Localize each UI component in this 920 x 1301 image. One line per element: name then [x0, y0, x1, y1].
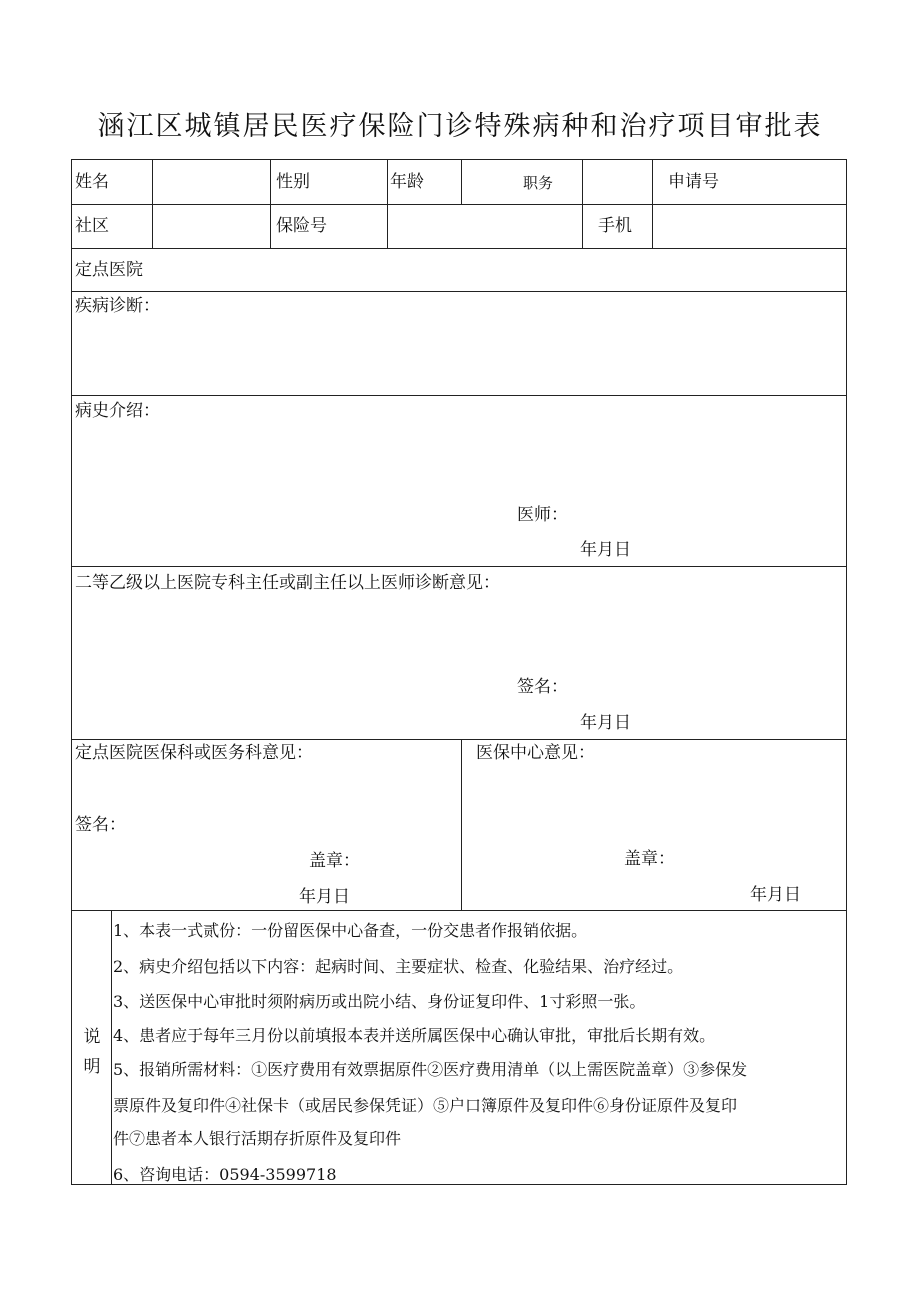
form-title: 涵江区城镇居民医疗保险门诊特殊病种和治疗项目审批表	[97, 111, 823, 142]
note-item: 件⑦患者本人银行活期存折原件及复印件	[113, 1129, 402, 1148]
row-divider	[71, 910, 847, 911]
center-stamp-label: 盖章：	[624, 849, 675, 869]
diagnosis-label: 疾病诊断：	[75, 296, 160, 316]
expert-sign-label: 签名：	[517, 677, 568, 697]
row-divider	[71, 566, 847, 567]
col-divider	[461, 739, 462, 910]
age-label: 年龄	[390, 172, 424, 192]
apply-no-label: 申请号	[668, 172, 719, 192]
phone-label: 手机	[598, 216, 632, 236]
note-item: 6、咨询电话：0594-3599718	[113, 1165, 337, 1184]
note-item: 票原件及复印件④社保卡（或居民参保凭证）⑤户口簿原件及复印件⑥身份证原件及复印	[113, 1096, 738, 1115]
col-divider	[387, 159, 388, 248]
row-divider	[71, 739, 847, 740]
row-divider	[71, 248, 847, 249]
note-item: 3、送医保中心审批时须附病历或出院小结、身份证复印件、1寸彩照一张。	[113, 992, 646, 1011]
hospital-label: 定点医院	[75, 260, 143, 280]
name-label: 姓名	[75, 172, 109, 192]
center-opinion-date: 年月日	[750, 885, 801, 905]
col-divider	[461, 159, 462, 204]
note-item: 4、患者应于每年三月份以前填报本表并送所属医保中心确认审批，审批后长期有效。	[113, 1026, 716, 1045]
hospital-sign-label: 签名：	[75, 815, 126, 835]
gender-label: 性别	[276, 172, 310, 192]
col-divider	[152, 159, 153, 248]
history-date: 年月日	[580, 540, 631, 560]
community-label: 社区	[75, 216, 109, 236]
note-item: 5、报销所需材料：①医疗费用有效票据原件②医疗费用清单（以上需医院盖章）③参保发	[113, 1060, 748, 1079]
expert-date: 年月日	[580, 713, 631, 733]
note-item: 2、病史介绍包括以下内容：起病时间、主要症状、检查、化验结果、治疗经过。	[113, 957, 684, 976]
col-divider	[270, 159, 271, 248]
hospital-opinion-label: 定点医院医保科或医务科意见：	[75, 743, 313, 763]
history-label: 病史介绍：	[75, 401, 160, 421]
notes-label: 说 明	[83, 1027, 101, 1077]
job-label: 职务	[523, 174, 554, 192]
col-divider	[652, 159, 653, 248]
col-divider	[111, 910, 112, 1185]
row-divider	[71, 204, 847, 205]
doctor-label: 医师：	[517, 505, 568, 525]
insurance-no-label: 保险号	[276, 216, 327, 236]
hospital-stamp-label: 盖章：	[309, 851, 360, 871]
row-divider	[71, 291, 847, 292]
hospital-opinion-date: 年月日	[299, 887, 350, 907]
col-divider	[582, 159, 583, 248]
row-divider	[71, 395, 847, 396]
expert-opinion-label: 二等乙级以上医院专科主任或副主任以上医师诊断意见：	[75, 573, 500, 593]
center-opinion-label: 医保中心意见：	[476, 743, 595, 763]
note-item: 1、本表一式贰份：一份留医保中心备查，一份交患者作报销依据。	[113, 921, 588, 940]
